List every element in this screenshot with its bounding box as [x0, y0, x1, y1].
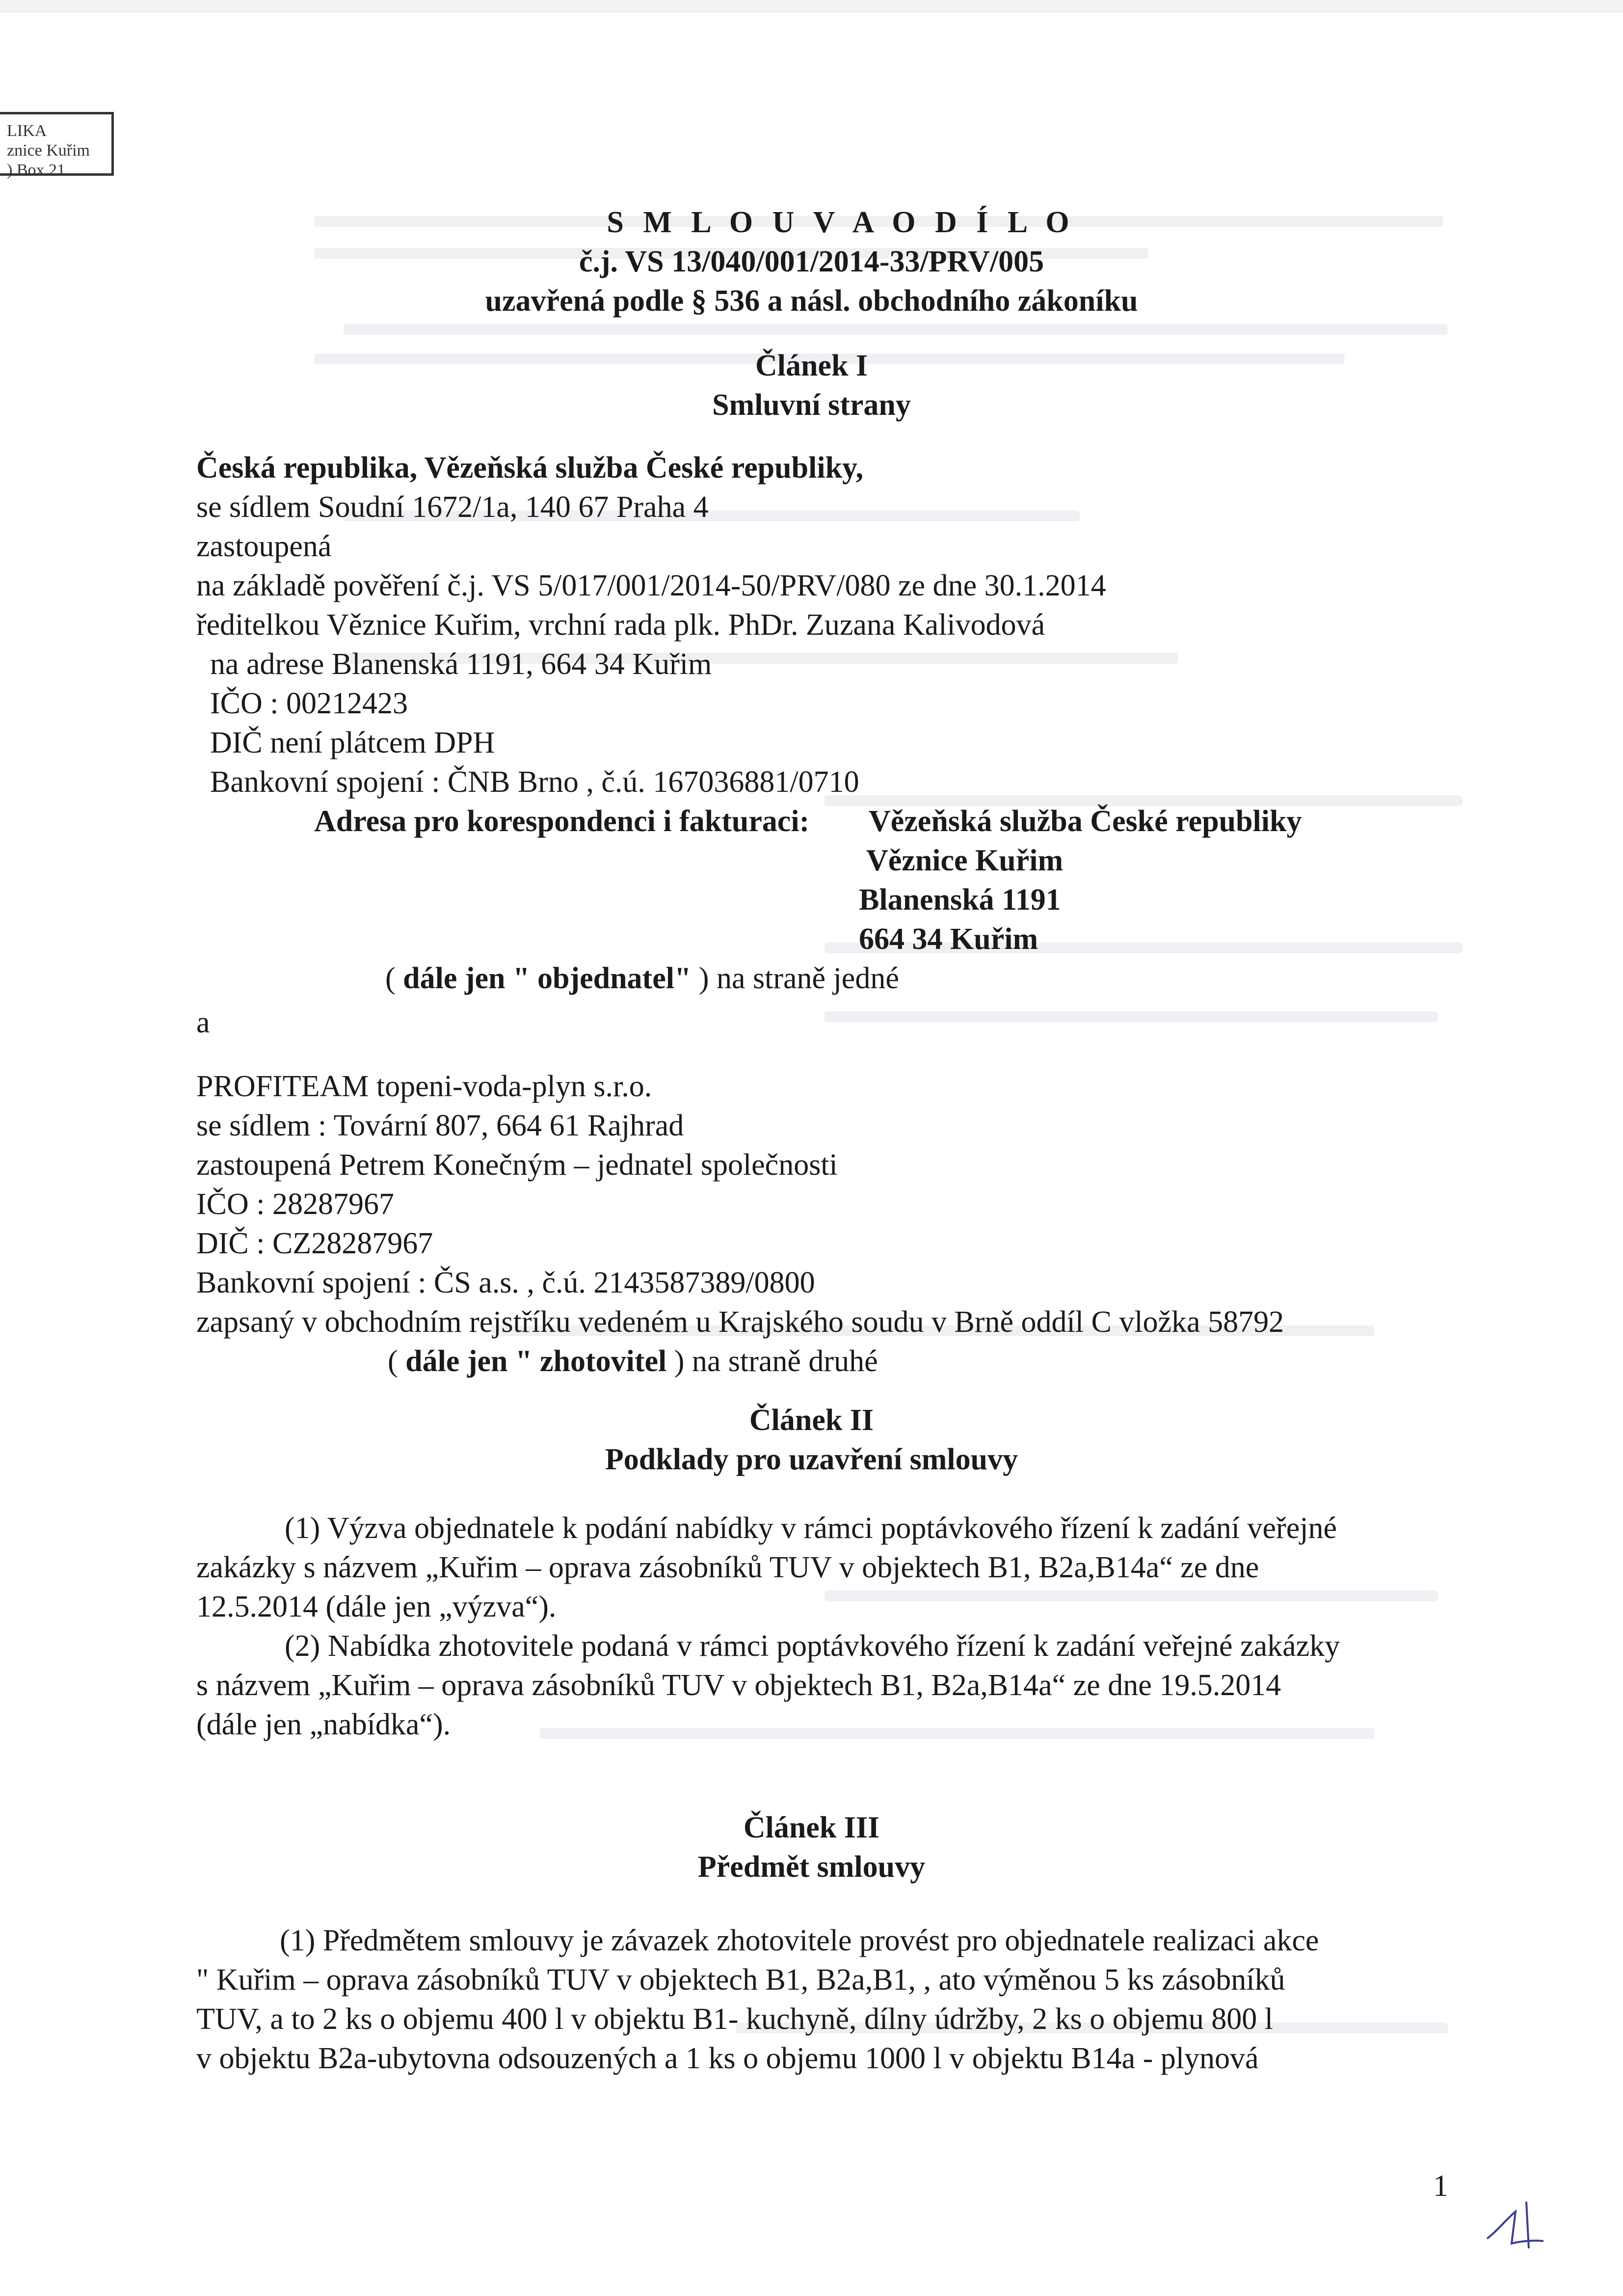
- alias-close: ) na straně jedné: [691, 962, 899, 995]
- correspondence-line: 664 34 Kuřim: [859, 922, 1038, 956]
- article-3-paragraph-line: TUV, a to 2 ks o objemu 400 l v objektu B1- kuchyně, dílny údržby, 2 ks o objemu 800 l: [196, 2002, 1273, 2036]
- article-2-heading: Článek II: [749, 1404, 874, 1437]
- alias-open: (: [388, 1345, 406, 1378]
- alias-close: ) na straně druhé: [666, 1345, 878, 1378]
- article-2-subtitle: Podklady pro uzavření smlouvy: [605, 1443, 1018, 1476]
- stamp-line: znice Kuřim: [7, 141, 90, 160]
- party1-director: ředitelkou Věznice Kuřim, vrchní rada plk. PhDr. Zuzana Kalivodová: [196, 608, 1045, 642]
- article-2-paragraph-line: (1) Výzva objednatele k podání nabídky v rámci poptávkového řízení k zadání veřejné: [285, 1512, 1337, 1545]
- party2-represented: zastoupená Petrem Konečným – jednatel společnosti: [196, 1148, 838, 1182]
- correspondence-label: Adresa pro korespondenci i fakturaci:: [314, 805, 810, 838]
- alias-term: dále jen " objednatel": [403, 962, 692, 995]
- party1-represented: zastoupená: [196, 530, 332, 563]
- article-2-paragraph-line: 12.5.2014 (dále jen „výzva“).: [196, 1590, 557, 1623]
- correspondence-line: Vězeňská služba České republiky: [869, 805, 1302, 838]
- stamp-line: LIKA: [7, 122, 47, 140]
- alias-open: (: [385, 962, 403, 995]
- article-3-paragraph-line: (1) Předmětem smlouvy je závazek zhotovitele provést pro objednatele realizaci akce: [280, 1924, 1319, 1957]
- reference-number: č.j. VS 13/040/001/2014-33/PRV/005: [579, 245, 1044, 278]
- party2-dic: DIČ : CZ28287967: [196, 1227, 433, 1260]
- article-2-paragraph-line: (2) Nabídka zhotovitele podaná v rámci poptávkového řízení k zadání veřejné zakázky: [285, 1629, 1340, 1663]
- article-2-paragraph-line: zakázky s názvem „Kuřim – oprava zásobníků TUV v objektech B1, B2a,B14a“ ze dne: [196, 1551, 1259, 1584]
- party1-authorization: na základě pověření č.j. VS 5/017/001/2014-50/PRV/080 ze dne 30.1.2014: [196, 569, 1106, 602]
- party2-alias: [388, 1344, 878, 1379]
- stamp-line: ).Box 21: [7, 161, 65, 179]
- bleed-through: [825, 1011, 1438, 1022]
- correspondence-line: Věznice Kuřim: [866, 844, 1064, 877]
- article-3-paragraph-line: v objektu B2a-ubytovna odsouzených a 1 ks o objemu 1000 l v objektu B14a - plynová: [196, 2042, 1259, 2075]
- article-1-subtitle: Smluvní strany: [712, 388, 911, 422]
- article-3-heading: Článek III: [743, 1811, 880, 1844]
- party1-name: Česká republika, Vězeňská služba České republiky,: [196, 451, 864, 485]
- correspondence-line: Blanenská 1191: [859, 883, 1061, 917]
- page-number: 1: [1433, 2169, 1448, 2203]
- party1-dic: DIČ není plátcem DPH: [210, 726, 495, 759]
- party2-name: PROFITEAM topeni-voda-plyn s.r.o.: [196, 1070, 652, 1103]
- article-2-paragraph-line: (dále jen „nabídka“).: [196, 1708, 451, 1741]
- party2-bank: Bankovní spojení : ČS a.s. , č.ú. 2143587389/0800: [196, 1266, 815, 1299]
- alias-term: dále jen " zhotovitel: [405, 1345, 667, 1378]
- party1-bank: Bankovní spojení : ČNB Brno , č.ú. 167036881/0710: [210, 765, 859, 799]
- article-3-paragraph-line: " Kuřim – oprava zásobníků TUV v objektech B1, B2a,B1, , ato výměnou 5 ks zásobníků: [196, 1963, 1285, 1997]
- bleed-through: [344, 324, 1448, 335]
- article-2-paragraph-line: s názvem „Kuřim – oprava zásobníků TUV v objektech B1, B2a,B14a“ ze dne 19.5.2014: [196, 1669, 1281, 1702]
- party1-ico: IČO : 00212423: [210, 687, 408, 720]
- bleed-through: [825, 1591, 1438, 1601]
- party2-ico: IČO : 28287967: [196, 1188, 394, 1221]
- party1-seat: se sídlem Soudní 1672/1a, 140 67 Praha 4: [196, 490, 709, 524]
- scan-edge: [0, 0, 1623, 13]
- article-1-heading: Článek I: [755, 349, 868, 382]
- party1-alias: [385, 961, 899, 996]
- bleed-through: [540, 1728, 1374, 1739]
- legal-basis: uzavřená podle § 536 a násl. obchodního zákoníku: [485, 284, 1138, 318]
- conjunction: a: [196, 1006, 210, 1039]
- handwritten-initials: [1477, 2192, 1551, 2256]
- party1-address: na adrese Blanenská 1191, 664 34 Kuřim: [210, 648, 712, 681]
- party2-register: zapsaný v obchodním rejstříku vedeném u Krajského soudu v Brně oddíl C vložka 58792: [196, 1305, 1284, 1339]
- document-title: S M L O U V A O D Í L O: [607, 206, 1075, 239]
- article-3-subtitle: Předmět smlouvy: [697, 1850, 926, 1884]
- party2-seat: se sídlem : Tovární 807, 664 61 Rajhrad: [196, 1109, 684, 1142]
- office-stamp: [0, 112, 114, 179]
